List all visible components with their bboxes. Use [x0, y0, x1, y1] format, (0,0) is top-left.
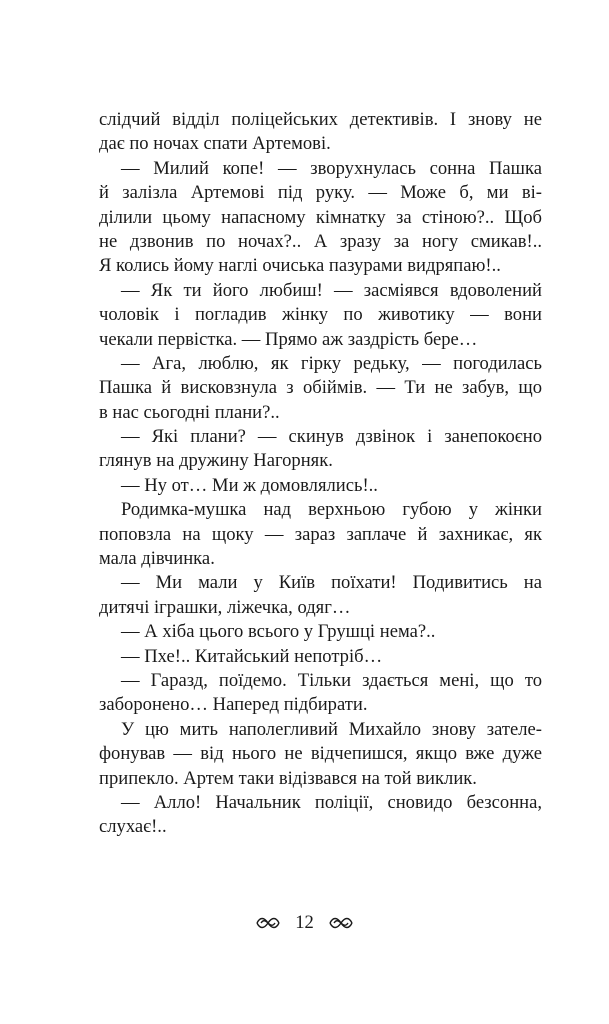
text-line: — Ну от… Ми ж домовлялись!.. [121, 474, 378, 496]
text-line: — Ага, люблю, як гірку редьку, — погодилась [121, 352, 542, 374]
text-line: — Гаразд, поїдемо. Тільки здається мені, що то [121, 669, 542, 691]
page-footer [0, 912, 609, 934]
text-line: — Милий копе! — зворухнулась сонна Пашка [121, 157, 542, 179]
text-line: припекло. Артем таки відізвався на той виклик. [99, 767, 477, 789]
page-number: 12 [295, 912, 314, 933]
text-line: слідчий відділ поліцейських детективів. І знову не [99, 109, 542, 130]
text-line: не дзвонив по ночах?.. А зразу за ногу смикав!.. [99, 230, 542, 252]
text-line: й залізла Артемові під руку. — Може б, ми ві- [99, 182, 542, 204]
text-line: слухає!.. [99, 816, 167, 838]
knot-ornament-icon [328, 916, 354, 930]
knot-ornament-icon [255, 916, 281, 930]
text-line: дає по ночах спати Артемові. [99, 133, 331, 155]
text-line: глянув на дружину Нагорняк. [99, 450, 333, 472]
text-line: фонував — від нього не відчепишся, якщо вже дуже [99, 743, 542, 765]
text-line: ділили цьому напасному кімнатку за стіною?.. Щоб [99, 206, 542, 228]
text-line: поповзла на щоку — зараз заплаче й захникає, як [99, 523, 542, 545]
text-line: — Які плани? — скинув дзвінок і занепокоєно [121, 426, 542, 448]
text-line: в нас сьогодні плани?.. [99, 401, 280, 423]
text-line: заборонено… Наперед підбирати. [99, 694, 368, 716]
text-line: мала дівчинка. [99, 548, 215, 570]
text-line: Я колись йому наглі очиська пазурами видряпаю!.. [99, 255, 501, 277]
text-line: — Алло! Начальник поліції, сновидо безсонна, [121, 791, 542, 813]
text-line: Пашка й висковзнула з обіймів. — Ти не забув, що [99, 377, 542, 399]
text-line: У цю мить наполегливий Михайло знову зателе- [121, 718, 542, 740]
text-line: — Ми мали у Київ поїхати! Подивитись на [121, 572, 542, 594]
text-line: чоловік і погладив жінку по животику — вони [99, 304, 542, 326]
text-line: — А хіба цього всього у Грушці нема?.. [121, 621, 436, 643]
text-line: дитячі іграшки, ліжечка, одяг… [99, 596, 351, 618]
text-line: чекали первістка. — Прямо аж заздрість бере… [99, 328, 478, 350]
text-line: — Як ти його любиш! — засміявся вдоволений [121, 279, 542, 301]
text-line: — Пхе!.. Китайський непотріб… [121, 645, 383, 667]
text-line: Родимка-мушка над верхньою губою у жінки [121, 499, 542, 521]
page-body [99, 108, 542, 840]
